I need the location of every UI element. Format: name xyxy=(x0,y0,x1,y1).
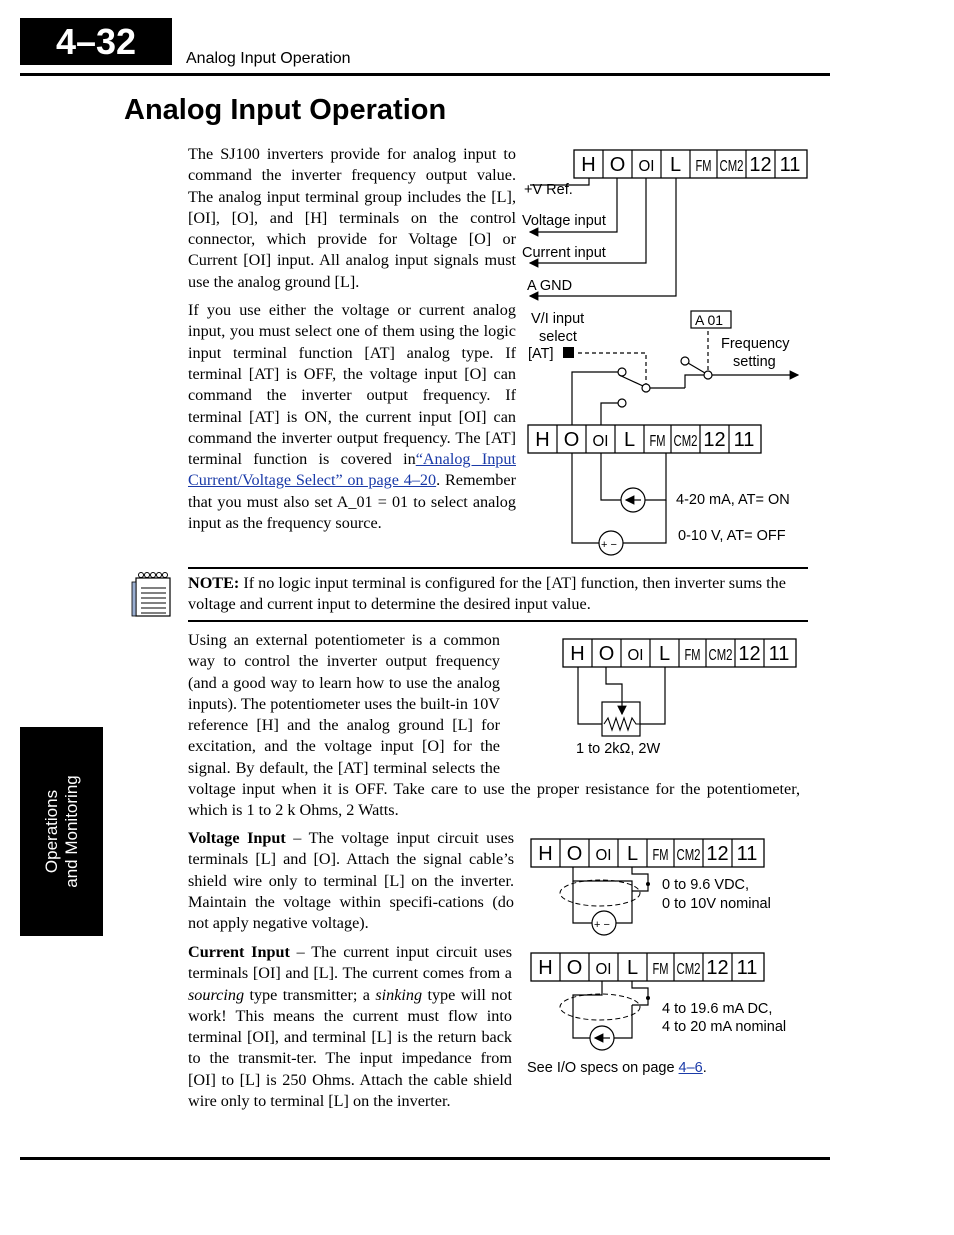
terminal-label-fm: FM xyxy=(649,433,666,450)
terminal-label-12: 12 xyxy=(749,154,772,176)
current-range-line2: 4 to 20 mA nominal xyxy=(662,1019,787,1035)
terminal-strip-middle xyxy=(528,425,761,453)
intro-text xyxy=(188,144,516,534)
terminal-strip-current xyxy=(531,953,764,981)
terminal-label-12: 12 xyxy=(738,643,761,665)
note-rule-bottom xyxy=(188,620,808,622)
terminal-label-h: H xyxy=(538,957,553,979)
terminal-label-cm2: CM2 xyxy=(719,158,744,175)
terminal-label-o: O xyxy=(563,429,580,451)
side-tab-line2: and Monitoring xyxy=(61,775,81,888)
terminal-label-o: O xyxy=(598,643,615,665)
terminal-label-11: 11 xyxy=(736,843,758,865)
vi-select-line2: select xyxy=(539,329,577,345)
terminal-label-fm: FM xyxy=(652,847,669,864)
terminal-label-oi: OI xyxy=(627,647,644,664)
frequency-label-line1: Frequency xyxy=(721,336,790,352)
terminal-label-l: L xyxy=(626,843,639,865)
voltage-range-line2: 0 to 10V nominal xyxy=(662,896,771,912)
terminal-label-12: 12 xyxy=(706,843,729,865)
terminal-label-l: L xyxy=(626,957,639,979)
voltage-input-paragraph: Voltage Input – The voltage input circuit uses terminals [L] and [O]. Attach the signal cable’s shield wire only to terminal [L] on the inverter. Maintain the voltage within specifi-cations (do not apply negative voltage). xyxy=(188,829,514,933)
side-tab xyxy=(20,727,103,936)
terminal-strip-pot xyxy=(563,639,796,667)
vi-select-line3: [AT] xyxy=(528,346,554,362)
current-input-label: Current input xyxy=(522,245,606,261)
running-title: Analog Input Operation xyxy=(186,50,351,67)
terminal-label-h: H xyxy=(538,843,553,865)
terminal-label-oi: OI xyxy=(595,961,612,978)
terminal-label-11: 11 xyxy=(733,429,755,451)
terminal-label-oi: OI xyxy=(638,158,655,175)
note-block xyxy=(188,573,808,616)
svg-text:+ −: + − xyxy=(601,539,617,551)
vref-label: +V Ref. xyxy=(524,182,573,198)
intro-paragraph-1: The SJ100 inverters provide for analog input to command the inverter frequency output value. The analog input terminal group includes the [L], [OI], [O], and [H] terminals on the control connector, which provide for Voltage [O] or Current [OI] input. All analog input signals must use the analog ground [L]. xyxy=(188,145,516,291)
terminal-label-cm2: CM2 xyxy=(673,433,698,450)
terminal-label-o: O xyxy=(566,957,583,979)
terminal-label-l: L xyxy=(623,429,636,451)
section-heading: Analog Input Operation xyxy=(124,94,447,126)
note-rule-top xyxy=(188,567,808,569)
terminal-label-l: L xyxy=(658,643,671,665)
footer-rule xyxy=(20,1157,830,1160)
current-mode-label: 4-20 mA, AT= ON xyxy=(676,492,790,508)
a01-label: A 01 xyxy=(695,312,724,328)
potentiometer-caption: 1 to 2kΩ, 2W xyxy=(576,741,661,757)
agnd-label: A GND xyxy=(527,278,573,294)
terminal-label-h: H xyxy=(535,429,550,451)
voltage-input-label: Voltage input xyxy=(522,213,606,229)
potentiometer-diagram xyxy=(560,638,810,738)
intro-paragraph-2: If you use either the voltage or current analog input, you must select one of them using the logic input terminal function [AT] analog type. If terminal [AT] is OFF, the voltage input [O] can command the inverter output frequency. If terminal [AT] is ON, the current input [OI] can command the inverter output frequency. The [AT] terminal function is covered in“Analog Input Current/Voltage Select” on page 4–20. Remember that you must also set A_01 = 01 to select analog input as the frequency source. xyxy=(188,301,516,533)
voltage-input-section xyxy=(188,828,514,934)
terminal-label-oi: OI xyxy=(592,433,609,450)
terminal-label-11: 11 xyxy=(736,957,758,979)
terminal-label-h: H xyxy=(581,154,596,176)
terminal-label-cm2: CM2 xyxy=(676,847,701,864)
terminal-label-cm2: CM2 xyxy=(708,647,733,664)
frequency-label-line2: setting xyxy=(733,354,776,370)
terminal-label-cm2: CM2 xyxy=(676,961,701,978)
note-text: NOTE: If no logic input terminal is configured for the [AT] function, then inverter sums the voltage and current input to determine the desired input value. xyxy=(188,574,786,614)
cross-reference-link[interactable]: “Analog Input Current/Voltage Select” on page 4–20 xyxy=(188,450,516,490)
side-tab-line1: Operations xyxy=(41,789,61,874)
voltage-range-line1: 0 to 9.6 VDC, xyxy=(662,877,750,893)
terminal-label-o: O xyxy=(566,843,583,865)
terminal-label-o: O xyxy=(609,154,626,176)
notepad-icon xyxy=(128,570,176,618)
at-terminal-square xyxy=(563,347,574,358)
vi-select-line1: V/I input xyxy=(531,311,585,327)
terminal-label-fm: FM xyxy=(652,961,669,978)
terminal-label-l: L xyxy=(669,154,682,176)
terminal-label-fm: FM xyxy=(695,158,712,175)
header-rule xyxy=(20,73,830,76)
io-specs-link[interactable]: 4–6 xyxy=(678,1060,703,1076)
terminal-strip-voltage xyxy=(531,839,764,867)
terminal-label-oi: OI xyxy=(595,847,612,864)
terminal-label-11: 11 xyxy=(768,643,790,665)
terminal-label-11: 11 xyxy=(779,154,801,176)
terminal-label-12: 12 xyxy=(703,429,726,451)
current-input-paragraph: Current Input – The current input circuit uses terminals [OI] and [L]. The current comes from a sourcing type transmitter; a sinking type will not work! This means the current must flow into terminal [OI], and terminal [L] is the return back to the transmit-ter. The input impedance from [OI] to [L] is 250 Ohms. Attach the cable shield wire only to terminal [L] on the inverter. xyxy=(188,943,512,1111)
terminal-label-fm: FM xyxy=(684,647,701,664)
analog-input-diagram xyxy=(518,145,818,560)
terminal-label-12: 12 xyxy=(706,957,729,979)
io-specs-reference: See I/O specs on page 4–6. xyxy=(527,1060,707,1076)
page-number: 4–32 xyxy=(20,18,172,65)
potentiometer-paragraph: Using an external potentiometer is a common way to control the inverter output frequency (and a good way to learn how to use the analog inputs). The potentiometer uses the built-in 10V reference [H] and the analog ground [L] for excitation, and the voltage input [O] for the signal. By default, the [AT] terminal selects the voltage input when it is OFF. Take care to use the proper resistance for the potentiometer, which is 1 to 2 k Ohms, 2 Watts. xyxy=(188,631,800,820)
voltage-mode-label: 0-10 V, AT= OFF xyxy=(678,528,786,544)
current-range-line1: 4 to 19.6 mA DC, xyxy=(662,1001,773,1017)
terminal-label-h: H xyxy=(570,643,585,665)
terminal-strip-top xyxy=(574,150,807,178)
svg-text:+ −: + − xyxy=(594,919,610,931)
